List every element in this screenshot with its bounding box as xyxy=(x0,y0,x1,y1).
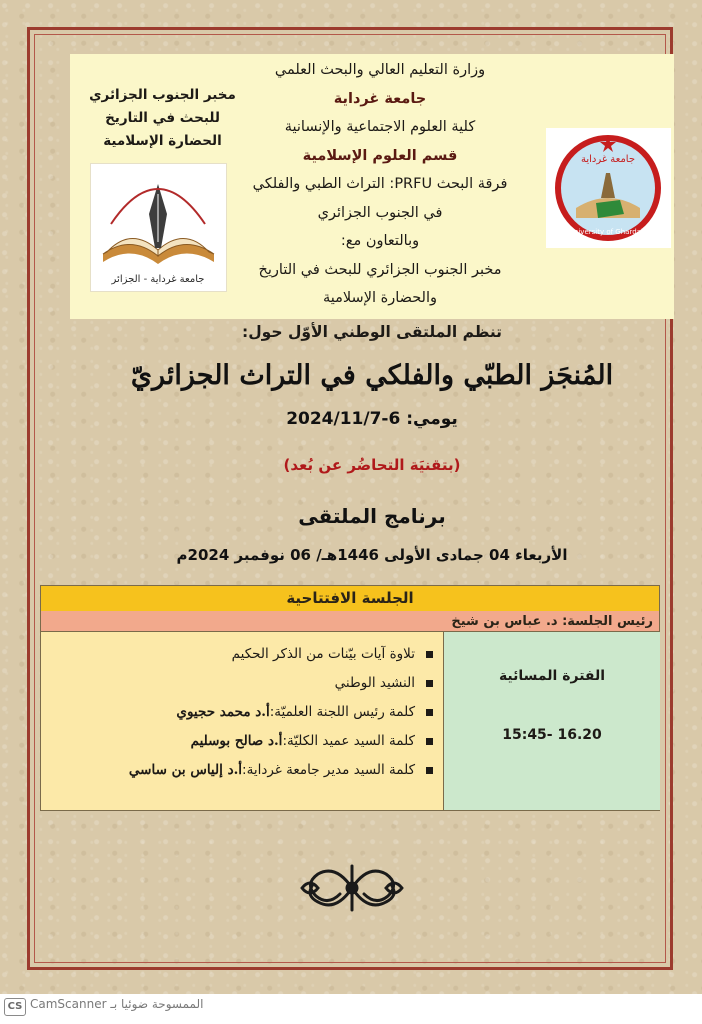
program-heading: برنامج الملتقى xyxy=(298,504,446,528)
cooperation-line: وبالتعاون مع: xyxy=(340,233,420,249)
lab-logo xyxy=(90,163,227,292)
university-logo-arabic: جامعة غرداية xyxy=(580,154,636,165)
bullet-square-icon xyxy=(426,709,433,716)
research-team-line-2: في الجنوب الجزائري xyxy=(317,204,443,221)
university-logo xyxy=(546,128,671,248)
scanner-watermark: الممسوحة ضوئيا بـ CamScanner xyxy=(30,997,204,1011)
research-team-line: فرقة البحث PRFU: التراث الطبي والفلكي xyxy=(252,176,508,192)
speaker-name: أ.د إلياس بن ساسي xyxy=(128,762,243,778)
conference-days: يومي: 6-2024/11/7 xyxy=(286,409,458,429)
conference-title: المُنجَز الطبّي والفلكي في التراث الجزائريّ xyxy=(130,360,614,391)
bullet-square-icon xyxy=(426,767,433,774)
agenda-item-text: كلمة السيد عميد الكليّة: xyxy=(282,733,415,749)
lab-logo-caption: جامعة غرداية - الجزائر xyxy=(111,274,205,285)
bullet-square-icon xyxy=(426,680,433,687)
lab-title: مخبر الجنوب الجزائري للبحث في التاريخ الحضارة الإسلامية xyxy=(89,87,236,149)
organize-line: تنظم الملتقى الوطني الأوّل حول: xyxy=(242,323,502,341)
agenda-item xyxy=(53,669,433,698)
agenda-item xyxy=(53,640,433,669)
institution-block xyxy=(230,56,530,313)
camscanner-logo-icon: CS xyxy=(4,998,26,1016)
university-line: جامعة غرداية xyxy=(333,90,427,107)
remote-notice: (بتقنيَة التحاضُر عن بُعد) xyxy=(283,456,461,474)
period-cell xyxy=(443,632,660,810)
agenda-list xyxy=(53,640,433,785)
department-line: قسم العلوم الإسلامية xyxy=(302,147,458,164)
ministry-line: وزارة التعليم العالي والبحث العلمي xyxy=(274,62,486,78)
period-time: 15:45- 16.20 xyxy=(502,727,602,743)
book-pen-icon xyxy=(91,164,226,291)
faculty-line: كلية العلوم الاجتماعية والإنسانية xyxy=(284,119,476,135)
lab-line-2: والحضارة الإسلامية xyxy=(322,290,438,306)
bullet-square-icon xyxy=(426,651,433,658)
session-chair: رئيس الجلسة: د. عباس بن شيخ xyxy=(41,611,659,632)
agenda-item-text: كلمة رئيس اللجنة العلميّة: xyxy=(269,704,415,720)
program-date: الأربعاء 04 جمادى الأولى 1446هـ/ 06 نوفمبر 2024م xyxy=(176,546,568,564)
agenda-item xyxy=(53,756,433,785)
period-label: الفترة المسائية xyxy=(498,668,606,684)
session-header: الجلسة الافتتاحية xyxy=(41,586,659,612)
speaker-name: أ.د محمد حجيوي xyxy=(176,704,270,720)
agenda-cell xyxy=(41,632,443,810)
agenda-item xyxy=(53,698,433,727)
speaker-name: أ.د صالح بوسليم xyxy=(190,733,283,749)
agenda-item-text: كلمة السيد مدير جامعة غرداية: xyxy=(242,762,415,778)
university-logo-english: University of Ghardaia xyxy=(568,228,648,236)
agenda-item-text: تلاوة آيات بيّنات من الذكر الحكيم xyxy=(231,646,415,662)
ornament-icon xyxy=(296,856,408,920)
lab-line: مخبر الجنوب الجزائري للبحث في التاريخ xyxy=(258,261,502,278)
agenda-item xyxy=(53,727,433,756)
agenda-item-text: النشيد الوطني xyxy=(334,675,415,691)
university-emblem-icon xyxy=(546,128,671,248)
opening-session-table xyxy=(40,585,660,811)
bullet-square-icon xyxy=(426,738,433,745)
